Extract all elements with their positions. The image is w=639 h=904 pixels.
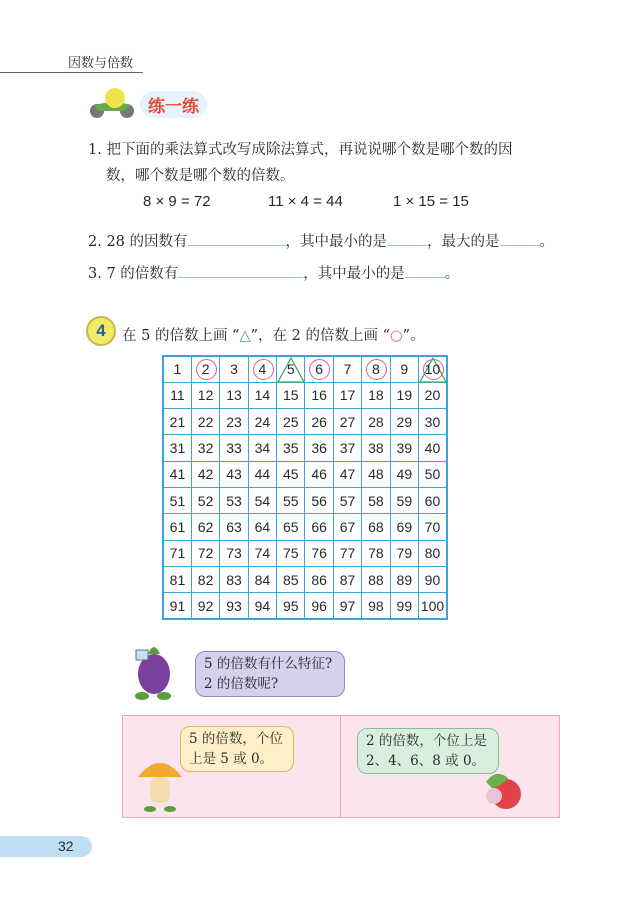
q1-line1: 1. 把下面的乘法算式改写成除法算式，再说说哪个数是哪个数的因 (88, 142, 513, 158)
bubble-line: 5 的倍数，个位 (189, 731, 283, 747)
grid-cell[interactable] (419, 435, 447, 461)
cell-number: 47 (339, 466, 356, 483)
grid-cell[interactable] (333, 356, 361, 382)
grid-cell[interactable] (362, 461, 390, 487)
q2-text-a: 2. 28 的因数有 (88, 234, 188, 250)
q3-blank-smallest[interactable] (405, 264, 445, 278)
grid-cell[interactable] (248, 487, 276, 513)
cell-number: 22 (197, 413, 214, 430)
grid-cell[interactable] (305, 409, 333, 435)
q2-blank-factors[interactable] (188, 232, 286, 246)
grid-cell[interactable] (248, 461, 276, 487)
cell-number: 55 (282, 492, 299, 509)
cell-number: 90 (424, 571, 441, 588)
cell-number: 79 (396, 545, 413, 562)
cell-number: 42 (197, 466, 214, 483)
eggplant-speech-bubble (195, 651, 345, 697)
cell-number: 29 (396, 413, 413, 430)
cell-number: 93 (226, 597, 242, 614)
cell-number: 23 (226, 413, 242, 430)
cell-number: 48 (368, 466, 384, 483)
grid-cell[interactable] (163, 409, 191, 435)
cell-number: 70 (424, 518, 441, 535)
grid-cell[interactable] (333, 514, 361, 540)
grid-cell[interactable] (248, 356, 276, 382)
grid-cell[interactable] (305, 461, 333, 487)
cell-number: 13 (226, 387, 242, 404)
cell-number: 83 (226, 571, 242, 588)
grid-row (163, 514, 447, 540)
radish-mascot-icon (480, 768, 526, 812)
cell-number: 51 (169, 492, 186, 509)
cell-number: 43 (226, 466, 242, 483)
grid-cell[interactable] (191, 540, 219, 566)
cell-number: 38 (368, 440, 384, 457)
grid-cell[interactable] (419, 409, 447, 435)
q3 (88, 262, 459, 283)
cell-number: 56 (311, 492, 327, 509)
grid-cell[interactable] (419, 593, 447, 619)
cell-number: 85 (282, 571, 299, 588)
grid-row (163, 461, 447, 487)
cell-number: 88 (368, 571, 384, 588)
grid-cell[interactable] (305, 435, 333, 461)
grid-cell[interactable] (333, 540, 361, 566)
grid-cell[interactable] (362, 593, 390, 619)
cell-number: 78 (368, 545, 384, 562)
cell-number: 8 (372, 361, 380, 378)
grid-cell[interactable] (277, 409, 305, 435)
grid-cell[interactable] (305, 514, 333, 540)
equation-1: 8 × 9 = 72 (143, 193, 211, 210)
mushroom-speech-bubble (180, 726, 294, 772)
grid-cell[interactable] (220, 409, 248, 435)
cell-number: 58 (368, 492, 384, 509)
grid-cell[interactable] (220, 487, 248, 513)
grid-cell[interactable] (390, 540, 418, 566)
grid-cell[interactable] (362, 487, 390, 513)
grid-cell[interactable] (362, 540, 390, 566)
cell-number: 30 (424, 413, 441, 430)
cell-number: 33 (226, 440, 242, 457)
cell-number: 9 (400, 361, 409, 378)
practice-badge (85, 87, 207, 119)
grid-cell[interactable] (220, 461, 248, 487)
cell-number: 21 (169, 413, 186, 430)
eggplant-mascot-icon (126, 638, 186, 703)
cell-number: 71 (169, 545, 186, 562)
grid-cell[interactable] (333, 487, 361, 513)
practice-label: 练一练 (140, 91, 207, 118)
cell-number: 65 (282, 518, 299, 535)
cell-number: 61 (169, 518, 186, 535)
cell-number: 17 (339, 387, 356, 404)
cell-number: 98 (368, 597, 384, 614)
q4-text-c: ”。 (402, 328, 425, 344)
equation-3: 1 × 15 = 15 (393, 193, 469, 210)
cell-number: 15 (282, 387, 299, 404)
grid-cell[interactable] (390, 487, 418, 513)
cell-number: 76 (311, 545, 327, 562)
circle-icon: ○ (390, 328, 403, 344)
grid-cell[interactable] (390, 409, 418, 435)
cell-number: 96 (311, 597, 327, 614)
cell-number: 36 (311, 440, 327, 457)
grid-row (163, 382, 447, 408)
cell-number: 4 (258, 361, 267, 378)
grid-cell[interactable] (333, 593, 361, 619)
grid-cell[interactable] (191, 593, 219, 619)
grid-cell[interactable] (191, 382, 219, 408)
cell-number: 100 (420, 597, 445, 614)
grid-cell[interactable] (277, 514, 305, 540)
grid-cell[interactable] (163, 540, 191, 566)
cell-number: 77 (339, 545, 356, 562)
grid-cell[interactable] (333, 409, 361, 435)
cell-number: 39 (396, 440, 413, 457)
grid-cell[interactable] (191, 461, 219, 487)
cell-number: 14 (254, 387, 271, 404)
q1-line2: 数，哪个数是哪个数的倍数。 (106, 168, 295, 184)
section-header: 因数与倍数 (68, 56, 134, 71)
grid-cell[interactable] (163, 514, 191, 540)
cell-number: 28 (368, 413, 384, 430)
cell-number: 19 (396, 387, 413, 404)
cell-number: 54 (254, 492, 271, 509)
grid-cell[interactable] (163, 356, 191, 382)
grid-cell[interactable] (390, 461, 418, 487)
q2 (88, 230, 554, 251)
grid-row (163, 593, 447, 619)
cell-number: 20 (424, 387, 441, 404)
grid-cell[interactable] (163, 461, 191, 487)
cell-number: 66 (311, 518, 327, 535)
cell-number: 69 (396, 518, 413, 535)
grid-cell[interactable] (191, 566, 219, 592)
grid-cell[interactable] (305, 356, 333, 382)
cell-number: 53 (226, 492, 242, 509)
cell-number: 72 (197, 545, 214, 562)
grid-row (163, 540, 447, 566)
cell-number: 80 (424, 545, 441, 562)
grid-cell[interactable] (277, 487, 305, 513)
grid-cell[interactable] (362, 566, 390, 592)
cell-number: 86 (311, 571, 327, 588)
grid-cell[interactable] (163, 487, 191, 513)
grid-cell[interactable] (277, 566, 305, 592)
grid-cell[interactable] (248, 382, 276, 408)
grid-cell[interactable] (220, 435, 248, 461)
grid-cell[interactable] (248, 566, 276, 592)
cell-number: 82 (197, 571, 214, 588)
grid-cell[interactable] (220, 356, 248, 382)
grid-cell[interactable] (390, 382, 418, 408)
cell-number: 75 (282, 545, 299, 562)
cell-number: 99 (396, 597, 413, 614)
cell-number: 94 (254, 597, 271, 614)
panel-divider (340, 715, 341, 818)
radish-speech-bubble (357, 728, 499, 774)
bubble-line: 2、4、6、8 或 0。 (366, 753, 486, 769)
cell-number: 97 (339, 597, 356, 614)
q3-text-b: ，其中最小的是 (303, 266, 405, 282)
cell-number: 16 (311, 387, 327, 404)
cell-number: 10 (424, 361, 441, 378)
cell-number: 57 (339, 492, 356, 509)
grid-row (163, 566, 447, 592)
q4-instruction (122, 324, 425, 345)
cell-number: 27 (339, 413, 356, 430)
grid-cell[interactable] (163, 593, 191, 619)
grid-cell[interactable] (305, 382, 333, 408)
grid-cell[interactable] (248, 593, 276, 619)
q2-text-c: ，最大的是 (427, 234, 500, 250)
grid-cell[interactable] (362, 356, 390, 382)
grid-row (163, 487, 447, 513)
cell-number: 37 (339, 440, 356, 457)
grid-cell[interactable] (362, 409, 390, 435)
grid-row (163, 409, 447, 435)
grid-cell[interactable] (419, 566, 447, 592)
grid-cell[interactable] (220, 593, 248, 619)
cell-number: 41 (169, 466, 186, 483)
motorbike-mascot-icon (85, 87, 140, 119)
cell-number: 44 (254, 466, 271, 483)
grid-cell[interactable] (220, 540, 248, 566)
cell-number: 11 (170, 387, 185, 404)
grid-cell[interactable] (362, 435, 390, 461)
hundred-chart (162, 355, 448, 620)
grid-cell[interactable] (220, 514, 248, 540)
cell-number: 50 (424, 466, 441, 483)
bubble-line: 2 的倍数呢? (204, 676, 279, 692)
grid-cell[interactable] (305, 593, 333, 619)
grid-cell[interactable] (333, 461, 361, 487)
cell-number: 67 (339, 518, 356, 535)
q2-text-d: 。 (539, 234, 555, 250)
cell-number: 35 (282, 440, 299, 457)
cell-number: 7 (343, 361, 352, 378)
q3-text-a: 3. 7 的倍数有 (88, 266, 179, 282)
q4-text-a: 在 5 的倍数上画 “ (122, 328, 240, 344)
cell-number: 1 (173, 361, 182, 378)
cell-number: 45 (282, 466, 299, 483)
mushroom-mascot-icon (136, 755, 186, 815)
grid-cell[interactable] (362, 514, 390, 540)
cell-number: 89 (396, 571, 413, 588)
cell-number: 49 (396, 466, 413, 483)
cell-number: 81 (169, 571, 186, 588)
grid-cell[interactable] (248, 514, 276, 540)
grid-cell[interactable] (390, 514, 418, 540)
grid-cell[interactable] (191, 514, 219, 540)
cell-number: 25 (282, 413, 299, 430)
cell-number: 5 (286, 361, 295, 378)
cell-number: 84 (254, 571, 271, 588)
grid-cell[interactable] (220, 566, 248, 592)
grid-cell[interactable] (419, 461, 447, 487)
cell-number: 3 (230, 361, 238, 378)
equation-2: 11 × 4 = 44 (268, 193, 343, 210)
cell-number: 92 (197, 597, 214, 614)
cell-number: 12 (197, 387, 214, 404)
grid-cell[interactable] (362, 382, 390, 408)
cell-number: 46 (311, 466, 327, 483)
q2-text-b: ，其中最小的是 (285, 234, 388, 250)
cell-number: 73 (226, 545, 242, 562)
cell-number: 87 (339, 571, 356, 588)
grid-cell[interactable] (191, 409, 219, 435)
q4-text-b: ”，在 2 的倍数上画 “ (250, 328, 391, 344)
grid-cell[interactable] (248, 409, 276, 435)
grid-cell[interactable] (191, 487, 219, 513)
grid-cell[interactable] (305, 566, 333, 592)
cell-number: 63 (226, 518, 242, 535)
cell-number: 59 (396, 492, 413, 509)
grid-cell[interactable] (419, 514, 447, 540)
grid-cell[interactable] (277, 435, 305, 461)
cell-number: 74 (254, 545, 271, 562)
cell-number: 95 (282, 597, 299, 614)
cell-number: 52 (197, 492, 214, 509)
grid-cell[interactable] (333, 382, 361, 408)
example-number-badge: 4 (86, 316, 116, 346)
grid-cell[interactable] (277, 382, 305, 408)
grid-cell[interactable] (390, 356, 418, 382)
bubble-line: 5 的倍数有什么特征? (204, 656, 333, 672)
grid-row (163, 435, 447, 461)
cell-number: 64 (254, 518, 271, 535)
cell-number: 40 (424, 440, 441, 457)
grid-cell[interactable] (163, 566, 191, 592)
page-number: 32 (0, 836, 92, 857)
header-rule (0, 72, 143, 73)
cell-number: 31 (169, 440, 186, 457)
grid-cell[interactable] (163, 382, 191, 408)
grid-cell[interactable] (277, 540, 305, 566)
grid-cell[interactable] (248, 435, 276, 461)
grid-cell[interactable] (277, 356, 305, 382)
bubble-line: 上是 5 或 0。 (189, 751, 274, 767)
grid-cell[interactable] (419, 487, 447, 513)
grid-cell[interactable] (191, 435, 219, 461)
grid-cell[interactable] (390, 593, 418, 619)
cell-number: 32 (197, 440, 214, 457)
cell-number: 18 (368, 387, 384, 404)
cell-number: 91 (169, 597, 186, 614)
cell-number: 6 (315, 361, 324, 378)
cell-number: 34 (254, 440, 271, 457)
q3-blank-multiples[interactable] (178, 264, 303, 278)
grid-cell[interactable] (390, 566, 418, 592)
cell-number: 24 (254, 413, 271, 430)
grid-row (163, 356, 447, 382)
grid-cell[interactable] (277, 461, 305, 487)
triangle-icon: △ (239, 328, 251, 344)
grid-cell[interactable] (419, 540, 447, 566)
grid-cell[interactable] (419, 382, 447, 408)
cell-number: 26 (311, 413, 327, 430)
cell-number: 60 (424, 492, 441, 509)
grid-cell[interactable] (305, 540, 333, 566)
cell-number: 68 (368, 518, 384, 535)
grid-cell[interactable] (277, 593, 305, 619)
grid-cell[interactable] (220, 382, 248, 408)
grid-cell[interactable] (333, 566, 361, 592)
grid-cell[interactable] (390, 435, 418, 461)
q3-text-c: 。 (444, 266, 460, 282)
grid-cell[interactable] (191, 356, 219, 382)
grid-cell[interactable] (248, 540, 276, 566)
cell-number: 62 (197, 518, 214, 535)
bubble-line: 2 的倍数，个位上是 (366, 733, 487, 749)
grid-cell[interactable] (305, 487, 333, 513)
grid-cell[interactable] (163, 435, 191, 461)
grid-cell[interactable] (419, 356, 447, 382)
cell-number: 2 (201, 361, 210, 378)
q2-blank-largest[interactable] (500, 232, 540, 246)
grid-cell[interactable] (333, 435, 361, 461)
q2-blank-smallest[interactable] (387, 232, 427, 246)
